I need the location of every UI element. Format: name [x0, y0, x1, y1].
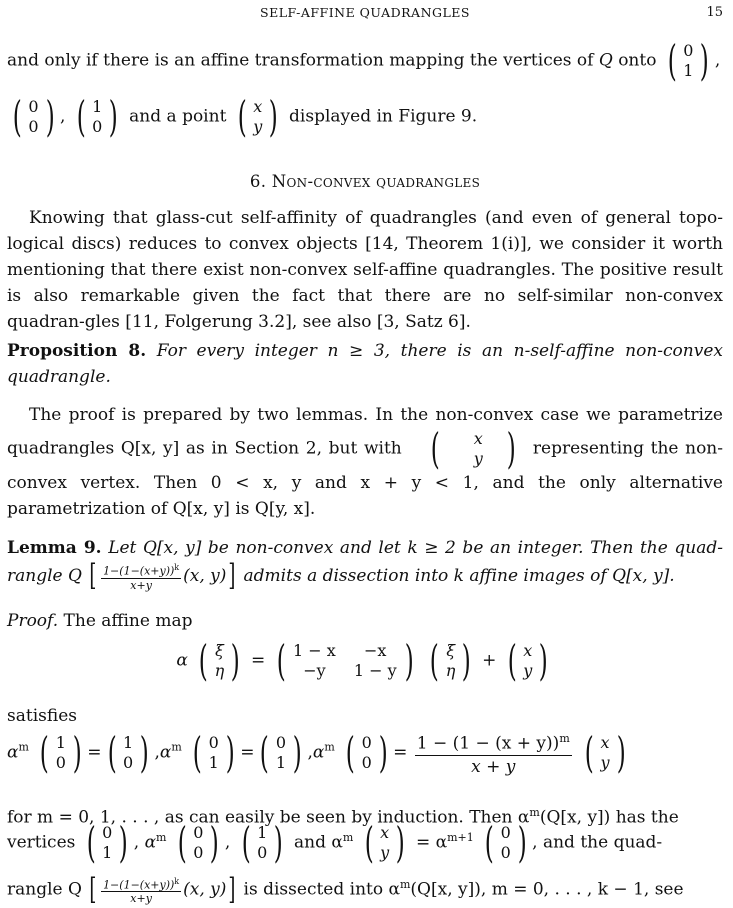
paragraph-lemmas: The proof is prepared by two lemmas. In the non-convex case we parametrize quadrangles Q[x, y] as in Section 2, but with ( x y ) representing the non-convex vertex. Then 0 < x, y and x + y < 1, and the only alternative parametrization of Q[x, y] is Q[y, x]. [7, 405, 723, 519]
header-title: SELF-AFFINE QUADRANGLES [260, 5, 470, 20]
vertices-line: vertices ( 0 1 ) , $\alpha^m$ ( 0 0 ) , ( 1 0 ) and $\alpha^m$ ( x y ) = $\alpha^{m+1}$ ( 0 0 ) , and the quad- [7, 818, 663, 867]
vector-x-y-2: ( x y ) [431, 424, 516, 473]
vector-x-y: ( x y ) [237, 92, 278, 141]
satisfies-text: satisfies [7, 706, 77, 726]
running-header [7, 5, 723, 21]
lemma-9: Lemma 9. Let Q[x, y] be non-convex and let k ≥ 2 be an integer. Then the quad-rangle Q [ $\frac{1-(1-(x+y))^k}{x+y}$ (x, y)] admits a dissection into k affine images of Q[x, y]. [7, 538, 723, 594]
vector-0-1: ( 0 1 ) [667, 36, 710, 85]
proof-label: Proof. [7, 611, 59, 631]
alpha-m-equations: $\alpha^m$ ( 1 0 ) = ( 1 0 ) $,\alpha^m$ ( 0 1 ) = ( 0 1 ) $,\alpha^m$ ( 0 0 ) = $\frac{1 - (1 - (x + y))^m}{x + y}$ ( x y ) [7, 727, 626, 777]
paragraph-continuation-line2: ( 0 0 ) , ( 1 0 ) and a point ( x y ) displayed in Figure 9. [7, 96, 723, 138]
proposition-text: For every integer n ≥ 3, there is an n-self-affine non-convex quadrangle. [7, 341, 723, 387]
lemma-fraction: $\frac{1-(1-(x+y))^k}{x+y}$ [103, 563, 180, 592]
p1-text-b: onto [612, 50, 657, 71]
vector-1-0: ( 1 0 ) [76, 92, 119, 141]
dissection-line: rangle Q [ $\frac{1-(1-(x+y))^k}{x+y}$ (x, y)] is dissected into $\alpha^m(Q[x$, y]), m = 0, . . . , k − 1, see [7, 872, 684, 908]
paragraph-intro: Knowing that glass-cut self-affinity of quadrangles (and even of general topo-logical discs) reduces to convex objects [14, Theorem 1(i)], we consider it worth mentioning that there exist non-convex self-affine quadrangles. The positive result is also remarkable given the fact that there are no self-similar non-convex quadran-gles [11, Folgerung 3.2], see also [3, Satz 6]. [7, 208, 723, 332]
proposition-label: Proposition 8. [7, 341, 147, 361]
alpha-map-equation: α ( ξ η ) = ( 1 − x −x −y 1 − y ) ( ξ η ) + ( x y ) [176, 636, 548, 685]
p1-text-a: and only if there is an affine transformation mapping the vertices of [7, 50, 599, 71]
lemma-label: Lemma 9. [7, 538, 102, 558]
vector-0-0: ( 0 0 ) [12, 92, 55, 141]
induction-text: for m = 0, 1, . . . , as can easily be seen by induction. Then $\alpha^m(Q[x$, y]) has the [7, 806, 679, 828]
proposition-8 [7, 338, 723, 390]
q-symbol: Q [598, 50, 613, 71]
section-title: Non-convex quadrangles [271, 172, 481, 191]
section-number: 6. [249, 172, 267, 191]
page-number: 15 [706, 5, 723, 20]
section-heading [7, 172, 723, 191]
proof-intro: Proof. The affine map [7, 611, 193, 631]
paragraph-continuation: and only if there is an affine transformation mapping the vertices of Q onto ( 0 1 ) , [7, 36, 721, 85]
